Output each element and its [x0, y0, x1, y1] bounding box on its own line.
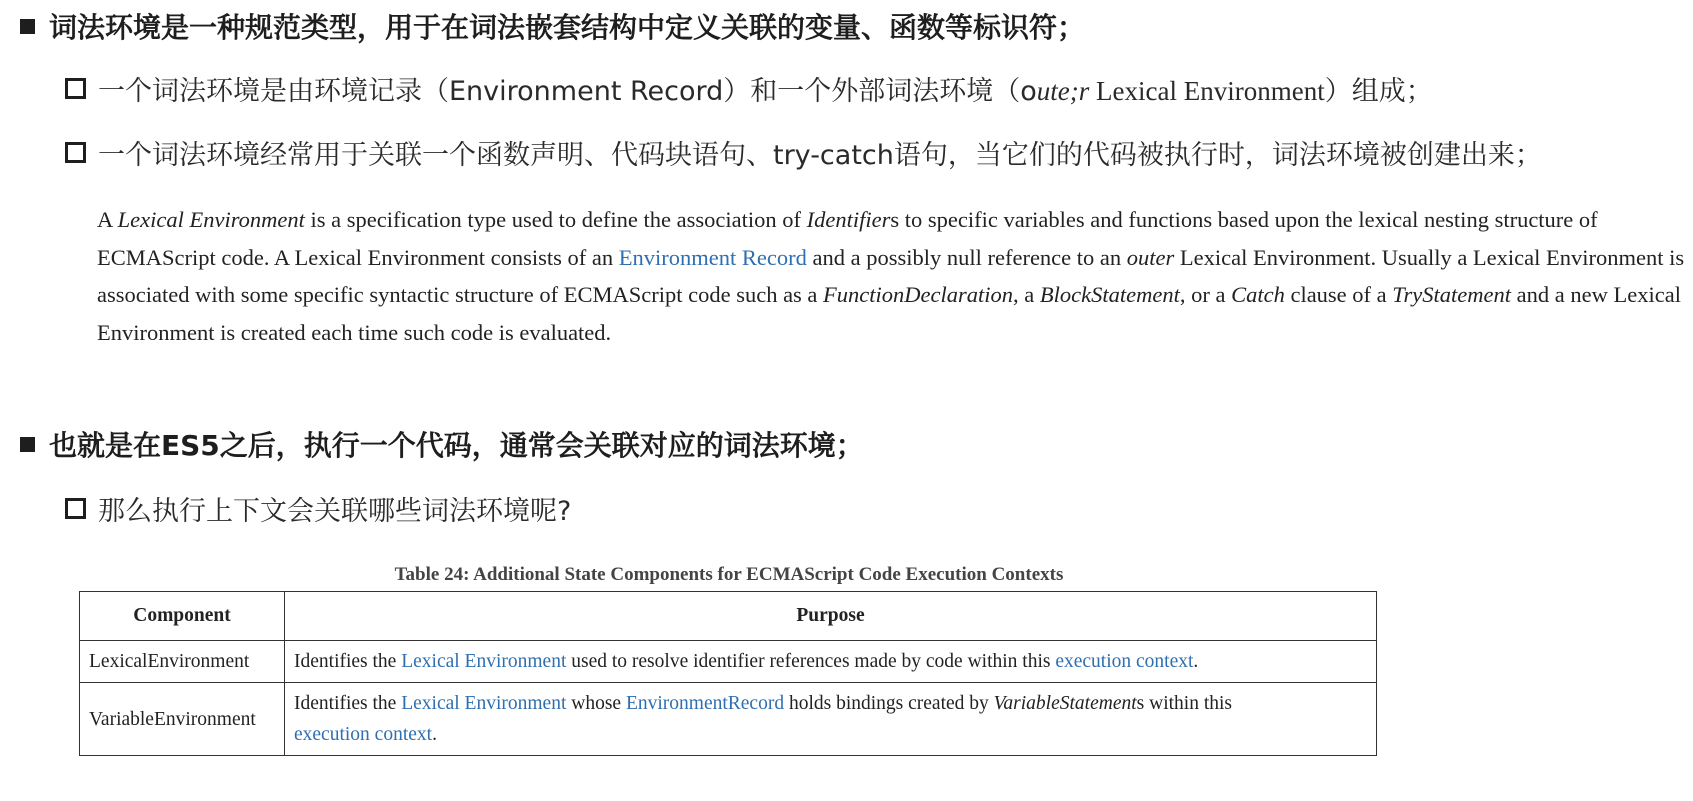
header-purpose: Purpose: [285, 592, 1377, 641]
hollow-square-bullet-icon: [65, 78, 86, 99]
table-header-row: [80, 592, 1377, 641]
spec-quote: A Lexical Environment is a specification type used to define the association of Identifiers to specific variables and functions based upon the lexical nesting structure of ECMAScript code. A Lexical Environment consists of an Environment Record and a possibly null reference to an outer Lexical Environment. Usually a Lexical Environment is associated with some specific syntactic structure of ECMAScript code such as a FunctionDeclaration, a BlockStatement, or a Catch clause of a TryStatement and a new Lexical Environment is created each time such code is evaluated.: [97, 207, 1685, 345]
hollow-square-bullet-icon: [65, 498, 86, 519]
environment-record-link[interactable]: EnvironmentRecord: [625, 693, 785, 714]
sub-bullet-text: 一个词法环境是由环境记录（Environment Record）和一个外部词法环境（oute;r Lexical Environment）组成；: [98, 76, 1433, 107]
purpose-cell: Identifies the Lexical Environment whose EnvironmentRecord holds bindings created by VariableStatements within this execution context.: [285, 683, 1377, 756]
bullet-text: 也就是在ES5之后，执行一个代码，通常会关联对应的词法环境；: [49, 429, 864, 462]
header-component: Component: [80, 592, 285, 641]
table-caption: Table 24: Additional State Components for ECMAScript Code Execution Contexts: [394, 564, 1064, 585]
environment-record-link[interactable]: Environment Record: [618, 244, 807, 270]
state-components-table: [79, 591, 1377, 756]
hollow-square-bullet-icon: [65, 142, 86, 163]
square-bullet-icon: [20, 437, 35, 452]
component-cell: VariableEnvironment: [80, 683, 285, 756]
sub-bullet-text: 一个词法环境经常用于关联一个函数声明、代码块语句、try-catch语句，当它们的代码被执行时，词法环境被创建出来；: [98, 140, 1542, 171]
lexical-environment-link[interactable]: Lexical Environment: [401, 693, 567, 714]
bullet-text: 词法环境是一种规范类型，用于在词法嵌套结构中定义关联的变量、函数等标识符；: [49, 11, 1086, 44]
execution-context-link[interactable]: execution context: [294, 724, 433, 745]
bullet-2: [20, 424, 864, 464]
sub-bullet-2: [65, 133, 1542, 172]
square-bullet-icon: [20, 19, 35, 34]
sub-bullet-1: [65, 69, 1433, 108]
bullet-1: [20, 6, 1085, 46]
sub-bullet-text: 那么执行上下文会关联哪些词法环境呢?: [98, 496, 572, 527]
lexical-environment-link[interactable]: Lexical Environment: [401, 651, 567, 672]
sub-bullet-3: [65, 489, 571, 528]
purpose-cell: Identifies the Lexical Environment used to resolve identifier references made by code within this execution context.: [285, 641, 1377, 683]
component-cell: LexicalEnvironment: [80, 641, 285, 683]
table-row: [80, 641, 1377, 683]
table-row: [80, 683, 1377, 756]
execution-context-link[interactable]: execution context: [1055, 651, 1194, 672]
